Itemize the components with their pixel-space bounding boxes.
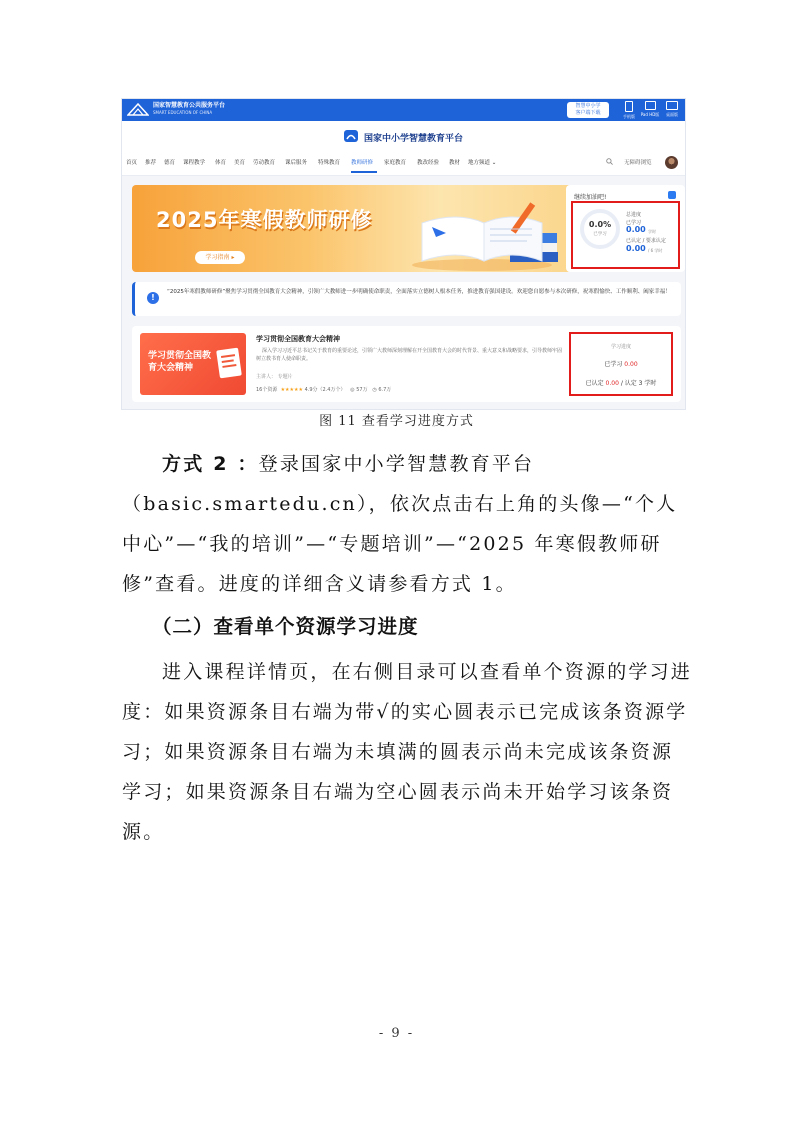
notice-bar [132,282,681,316]
method-2-text: 登录国家中小学智慧教育平台（basic.smartedu.cn），依次点击右上角的头像—“个人中心”—“我的培训”—“专题培训”—“2025 年寒假教师研修”查看。进度的详细含义请参看方式 1。 [122,453,678,595]
monitor-icon [666,101,678,110]
course-progress-box [569,332,673,396]
desktop-version-link[interactable] [661,101,683,118]
total-progress-label: 总进度 [626,212,642,218]
course-studied-label: 已学习 [604,361,623,368]
platform-top-bar [122,99,685,121]
mobile-version-link[interactable] [618,101,640,120]
device-label: 桌面版 [666,112,678,117]
progress-heading: 继续加油吧! [574,194,607,201]
method-2-lead: 方式 2 ： [162,453,259,475]
active-tab-underline [351,171,377,173]
progress-ring [580,209,620,249]
certified-label: 已认定 / 要求认定 [626,238,666,244]
studied-label: 已学习 [626,220,642,226]
course-card[interactable] [132,326,681,402]
course-certified-label: 已认定 [585,380,604,387]
main-nav [122,151,685,176]
course-description: 深入学习习近平总书记关于教育的重要论述，引领广大教师深刻理解在开全国教育大会的时代背景、重大意义和战略要求，引导教师牢固树立教书育人使命职责。 [256,348,563,362]
site-title-row [122,121,685,151]
nav-item-labor[interactable]: 劳动教育 [253,160,276,166]
alert-icon: ! [147,292,159,304]
progress-percent-label: 已学习 [593,232,607,237]
open-book-illustration [402,193,572,272]
phone-icon [625,101,633,112]
nav-item-moral[interactable]: 德育 [164,160,176,166]
training-banner [132,185,572,272]
certified-unit: / 6 学时 [648,248,663,253]
download-line-1: 智慧中小学 [575,103,601,109]
course-certified-value: 0.00 [605,380,619,387]
progress-info-icon[interactable] [668,191,676,199]
device-label: Pad HD版 [640,112,660,117]
client-download-button[interactable] [567,102,609,118]
rating-value: 4.9分（2.4万个） [304,387,346,393]
nav-item-after-school[interactable]: 课后服务 [285,160,308,166]
course-certified [571,378,671,387]
banner-title: 2025年寒假教师研修 [156,208,373,232]
course-studied [571,359,671,368]
tablet-icon [645,101,656,110]
nav-item-local[interactable]: 地方频道 ⌄ [468,160,497,166]
document-icon [216,348,242,379]
nav-item-teacher-training[interactable]: 教师研修 [351,160,374,166]
cover-title: 学习贯彻全国教育大会精神 [148,351,212,373]
nav-item-family[interactable]: 家庭教育 [384,160,407,166]
avatar[interactable] [665,156,678,169]
nav-item-special[interactable]: 特殊教育 [318,160,341,166]
site-title: 国家中小学智慧教育平台 [364,134,464,144]
platform-brand-en: SMART EDUCATION OF CHINA [153,110,213,115]
nav-item-courses[interactable]: 课程教学 [183,160,206,166]
certified-value: 0.00 [626,244,646,253]
platform-screenshot [121,98,686,410]
paragraph-resource-progress: 进入课程详情页，在右侧目录可以查看单个资源的学习进度：如果资源条目右端为带√的实心圆表示已完成该条资源学习；如果资源条目右端为未填满的圆表示尚未完成该条资源学习；如果资源条目右端为空心圆表示尚未开始学习该条资源。 [122,661,693,843]
platform-logo-icon [127,103,149,117]
course-studied-value: 0.00 [624,361,638,368]
pad-version-link[interactable] [639,101,661,118]
platform-brand-name: 国家智慧教育公共服务平台 [153,102,226,109]
page-number: - 9 - [378,1026,415,1041]
nav-item-sports[interactable]: 体育 [215,160,227,166]
learner-count: ◷ 6.7万 [372,387,392,393]
nav-item-home[interactable]: 首页 [126,160,138,166]
rating-stars-icon: ★★★★★ [280,387,303,393]
study-guide-button[interactable]: 学习指南 ▸ [195,251,245,264]
course-certified-suffix: / 认定 3 学时 [620,380,657,387]
course-progress-title: 学习进度 [610,344,631,350]
nav-item-textbooks[interactable]: 教材 [449,160,461,166]
course-name[interactable]: 学习贯彻全国教育大会精神 [256,335,340,343]
nav-item-arts[interactable]: 美育 [234,160,246,166]
course-cover[interactable] [140,333,246,395]
nav-item-recommend[interactable]: 推荐 [145,160,157,166]
nav-item-reform[interactable]: 教改经验 [417,160,440,166]
site-emblem-icon [343,128,359,144]
search-icon[interactable] [606,158,613,165]
accessibility-link[interactable]: 无障碍浏览 [624,160,652,166]
download-line-2: 客户端下载 [575,110,601,116]
notice-text: “2025年寒假教师研修”聚焦学习贯彻全国教育大会精神，引领广大教师进一步明确使命职责，全面落实立德树人根本任务，推进教育强国建设。欢迎您自愿参与本次研修，祝寒假愉快、工作顺利、阖家幸福！ [167,289,671,295]
studied-unit: 学时 [648,229,656,234]
course-speaker: 主讲人： 专题片 [256,374,293,380]
device-label: 手机版 [623,114,635,119]
section-heading: （二）查看单个资源学习进度 [152,615,419,638]
course-meta [256,386,391,393]
figure-caption: 图 11 查看学习进度方式 [319,414,474,429]
studied-value: 0.00 [626,225,646,234]
progress-percent: 0.0% [588,220,612,229]
view-count: ◎ 57万 [350,387,368,393]
resource-count: 16个资源 [256,387,278,393]
paragraph-method-2 [122,444,692,604]
overall-progress-panel [566,185,685,272]
